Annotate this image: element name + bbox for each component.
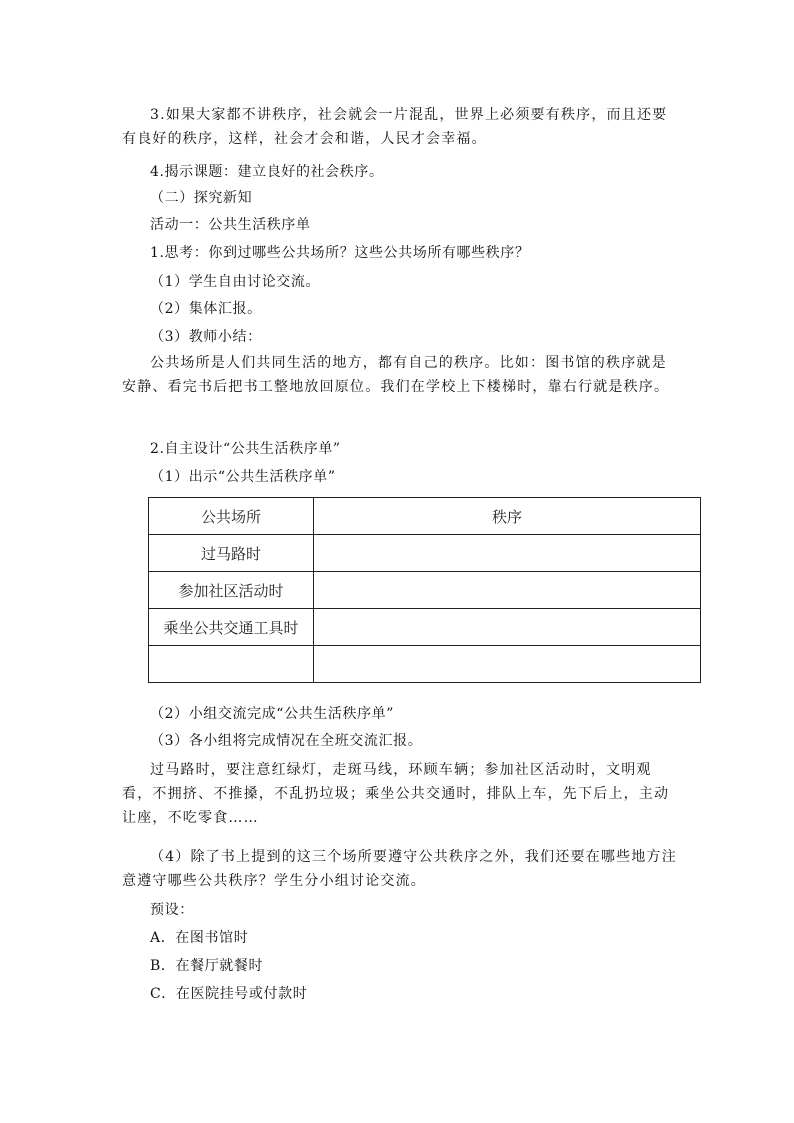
order-sheet-table [148, 497, 701, 683]
table-header-row [149, 498, 701, 535]
preset-option-a: A．在图书馆时 [150, 930, 249, 946]
preset-option-b: B．在餐厅就餐时 [150, 958, 264, 974]
paragraph-further-question: （4）除了书上提到的这三个场所要遵守公共秩序之外，我们还要在哪些地方注意遵守哪些公共秩序？学生分小组讨论交流。 [122, 849, 677, 889]
table-row [149, 572, 701, 609]
cell-order [314, 609, 701, 646]
activity-heading: 活动一：公共生活秩序单 [150, 217, 311, 233]
paragraph-topic: 4.揭示课题：建立良好的社会秩序。 [150, 164, 384, 180]
step-group-complete: （2）小组交流完成“公共生活秩序单” [150, 706, 395, 722]
paragraph-summary: 公共场所是人们共同生活的地方，都有自己的秩序。比如：图书馆的秩序就是安静、看完书后把书工整地放回原位。我们在学校上下楼梯时，靠右行就是秩序。 [122, 355, 670, 395]
cell-place: 参加社区活动时 [149, 572, 314, 609]
cell-order [314, 572, 701, 609]
step-summary: （3）教师小结： [150, 329, 262, 345]
cell-place [149, 646, 314, 683]
header-order: 秩序 [314, 498, 701, 535]
cell-place: 过马路时 [149, 535, 314, 572]
step-report: （2）集体汇报。 [150, 301, 262, 317]
section-heading: （二）探究新知 [150, 190, 253, 206]
cell-order [314, 535, 701, 572]
step-design: 2.自主设计“公共生活秩序单” [150, 441, 341, 457]
table-row [149, 646, 701, 683]
step-show-sheet: （1）出示“公共生活秩序单” [150, 469, 336, 485]
step-class-report: （3）各小组将完成情况在全班交流汇报。 [150, 733, 423, 749]
question-think: 1.思考：你到过哪些公共场所？这些公共场所有哪些秩序？ [150, 245, 530, 261]
preset-label: 预设： [150, 902, 194, 918]
paragraph-intro-order: 3.如果大家都不讲秩序，社会就会一片混乱，世界上必须要有秩序，而且还要有良好的秩序，这样，社会才会和谐，人民才会幸福。 [122, 107, 668, 147]
preset-option-c: C．在医院挂号或付款时 [150, 986, 308, 1002]
table-row [149, 535, 701, 572]
cell-order [314, 646, 701, 683]
step-discuss: （1）学生自由讨论交流。 [150, 274, 321, 290]
cell-place: 乘坐公共交通工具时 [149, 609, 314, 646]
header-place: 公共场所 [149, 498, 314, 535]
paragraph-example-answers: 过马路时，要注意红绿灯，走斑马线，环顾车辆；参加社区活动时，文明观看，不拥挤、不推搡，不乱扔垃圾；乘坐公共交通时，排队上车，先下后上，主动让座，不吃零食…… [122, 762, 670, 826]
table-row [149, 609, 701, 646]
